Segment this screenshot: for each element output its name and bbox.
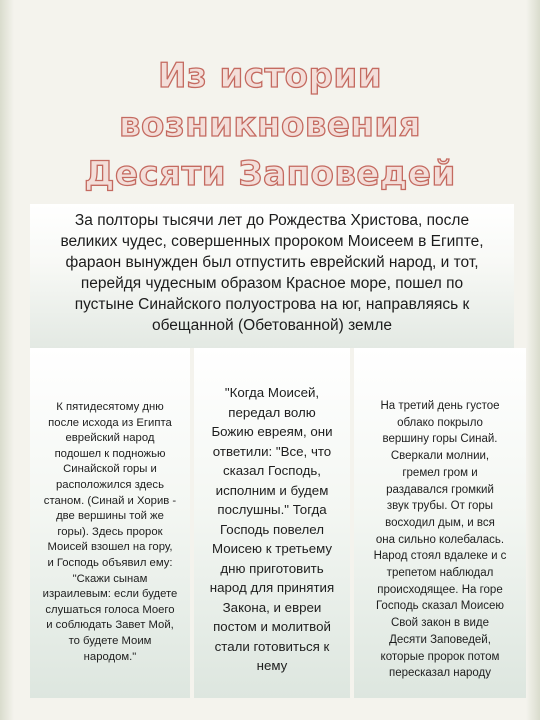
column-right-text bbox=[354, 398, 526, 682]
text-line: горы). Здесь пророк bbox=[57, 525, 163, 538]
text-line: Сверкали молнии, bbox=[390, 450, 490, 463]
text-line: облако покрыло bbox=[397, 416, 483, 429]
text-line: К пятидесятому дню bbox=[56, 401, 164, 413]
text-line: Божию евреям, они bbox=[211, 424, 333, 439]
intro-line: фараон вынужден был отпустить еврейский народ, и тот, bbox=[65, 254, 479, 271]
text-line: сказал Господь, bbox=[223, 463, 321, 478]
text-line: Синайской горы и bbox=[63, 463, 157, 476]
text-line: то будете Моим bbox=[68, 634, 152, 647]
text-line: Свой закон в виде bbox=[390, 617, 489, 630]
text-line: раздавался громкий bbox=[386, 483, 494, 496]
intro-line: обещанной (Обетованной) земле bbox=[151, 317, 392, 334]
text-line: и Господь объявил ему: bbox=[47, 556, 173, 569]
text-line: израилевым: если будете bbox=[42, 588, 178, 601]
text-line: после исхода из Египта bbox=[48, 416, 172, 429]
text-line: происходящее. На горе bbox=[377, 583, 503, 596]
text-line: еврейский народ bbox=[65, 432, 155, 445]
text-line: и соблюдать Завет Мой, bbox=[46, 619, 174, 632]
text-line: На третий день густое bbox=[380, 400, 500, 412]
title-line: Десяти Заповедей bbox=[84, 154, 456, 194]
text-line: она сильно колебалась. bbox=[375, 533, 505, 546]
title-line: возникновения bbox=[118, 105, 422, 145]
column-middle bbox=[194, 348, 350, 698]
intro-line: пустыне Синайского полуострова на юг, направляясь к bbox=[74, 296, 470, 313]
intro-line: За полторы тысячи лет до Рождества Христова, после bbox=[74, 212, 470, 229]
text-line: звук трубы. От горы bbox=[386, 500, 494, 513]
text-line: Народ стоял вдалеке и с bbox=[373, 550, 507, 563]
text-line: вершину горы Синай. bbox=[382, 433, 498, 446]
text-line: восходил дым, и вся bbox=[385, 516, 495, 529]
text-line: "Когда Моисей, bbox=[224, 385, 320, 400]
text-line: послушны." Тогда bbox=[217, 502, 327, 517]
text-line: передал волю bbox=[228, 404, 316, 420]
text-line: слушаться голоса Моего bbox=[45, 603, 175, 616]
text-line: которые пророк потом bbox=[380, 650, 500, 663]
text-line: ответили: "Все, что bbox=[212, 443, 332, 459]
text-line: гремел гром и bbox=[402, 466, 478, 479]
column-left-text bbox=[30, 400, 190, 665]
text-line: Моисею к третьему bbox=[211, 541, 333, 556]
text-line: подошел к подножью bbox=[54, 447, 166, 460]
intro-paragraph bbox=[30, 210, 514, 336]
text-line: расположился здесь bbox=[56, 478, 164, 491]
text-line: постом и молитвой bbox=[213, 619, 331, 634]
text-line: народом." bbox=[83, 650, 137, 663]
three-column-table bbox=[30, 348, 526, 698]
intro-line: перейдя чудесным образом Красное море, пошел по bbox=[80, 275, 464, 292]
text-line: дню приготовить bbox=[220, 560, 324, 576]
text-line: Господь повелел bbox=[220, 521, 324, 537]
title-line: Из истории bbox=[157, 56, 383, 96]
text-line: трепетом наблюдал bbox=[386, 567, 494, 580]
column-left bbox=[30, 348, 190, 698]
text-line: две вершины той же bbox=[56, 510, 164, 523]
text-line: станом. (Синай и Хорив - bbox=[43, 494, 177, 507]
slide-title bbox=[0, 52, 540, 199]
column-right bbox=[354, 348, 526, 698]
text-line: Моисей взошел на гору, bbox=[47, 541, 173, 554]
text-line: народ для принятия bbox=[209, 580, 335, 595]
text-line: Господь сказал Моисею bbox=[375, 600, 505, 613]
text-line: Закона, и евреи bbox=[222, 599, 322, 615]
text-line: стали готовиться к bbox=[214, 638, 330, 654]
text-line: нему bbox=[256, 658, 288, 673]
text-line: "Скажи сынам bbox=[72, 572, 148, 585]
column-middle-text bbox=[194, 383, 350, 676]
text-line: Десяти Заповедей, bbox=[389, 633, 491, 646]
text-line: исполним и будем bbox=[215, 482, 329, 498]
intro-line: великих чудес, совершенных пророком Моисеем в Египте, bbox=[60, 233, 484, 250]
text-line: пересказал народу bbox=[388, 667, 492, 680]
